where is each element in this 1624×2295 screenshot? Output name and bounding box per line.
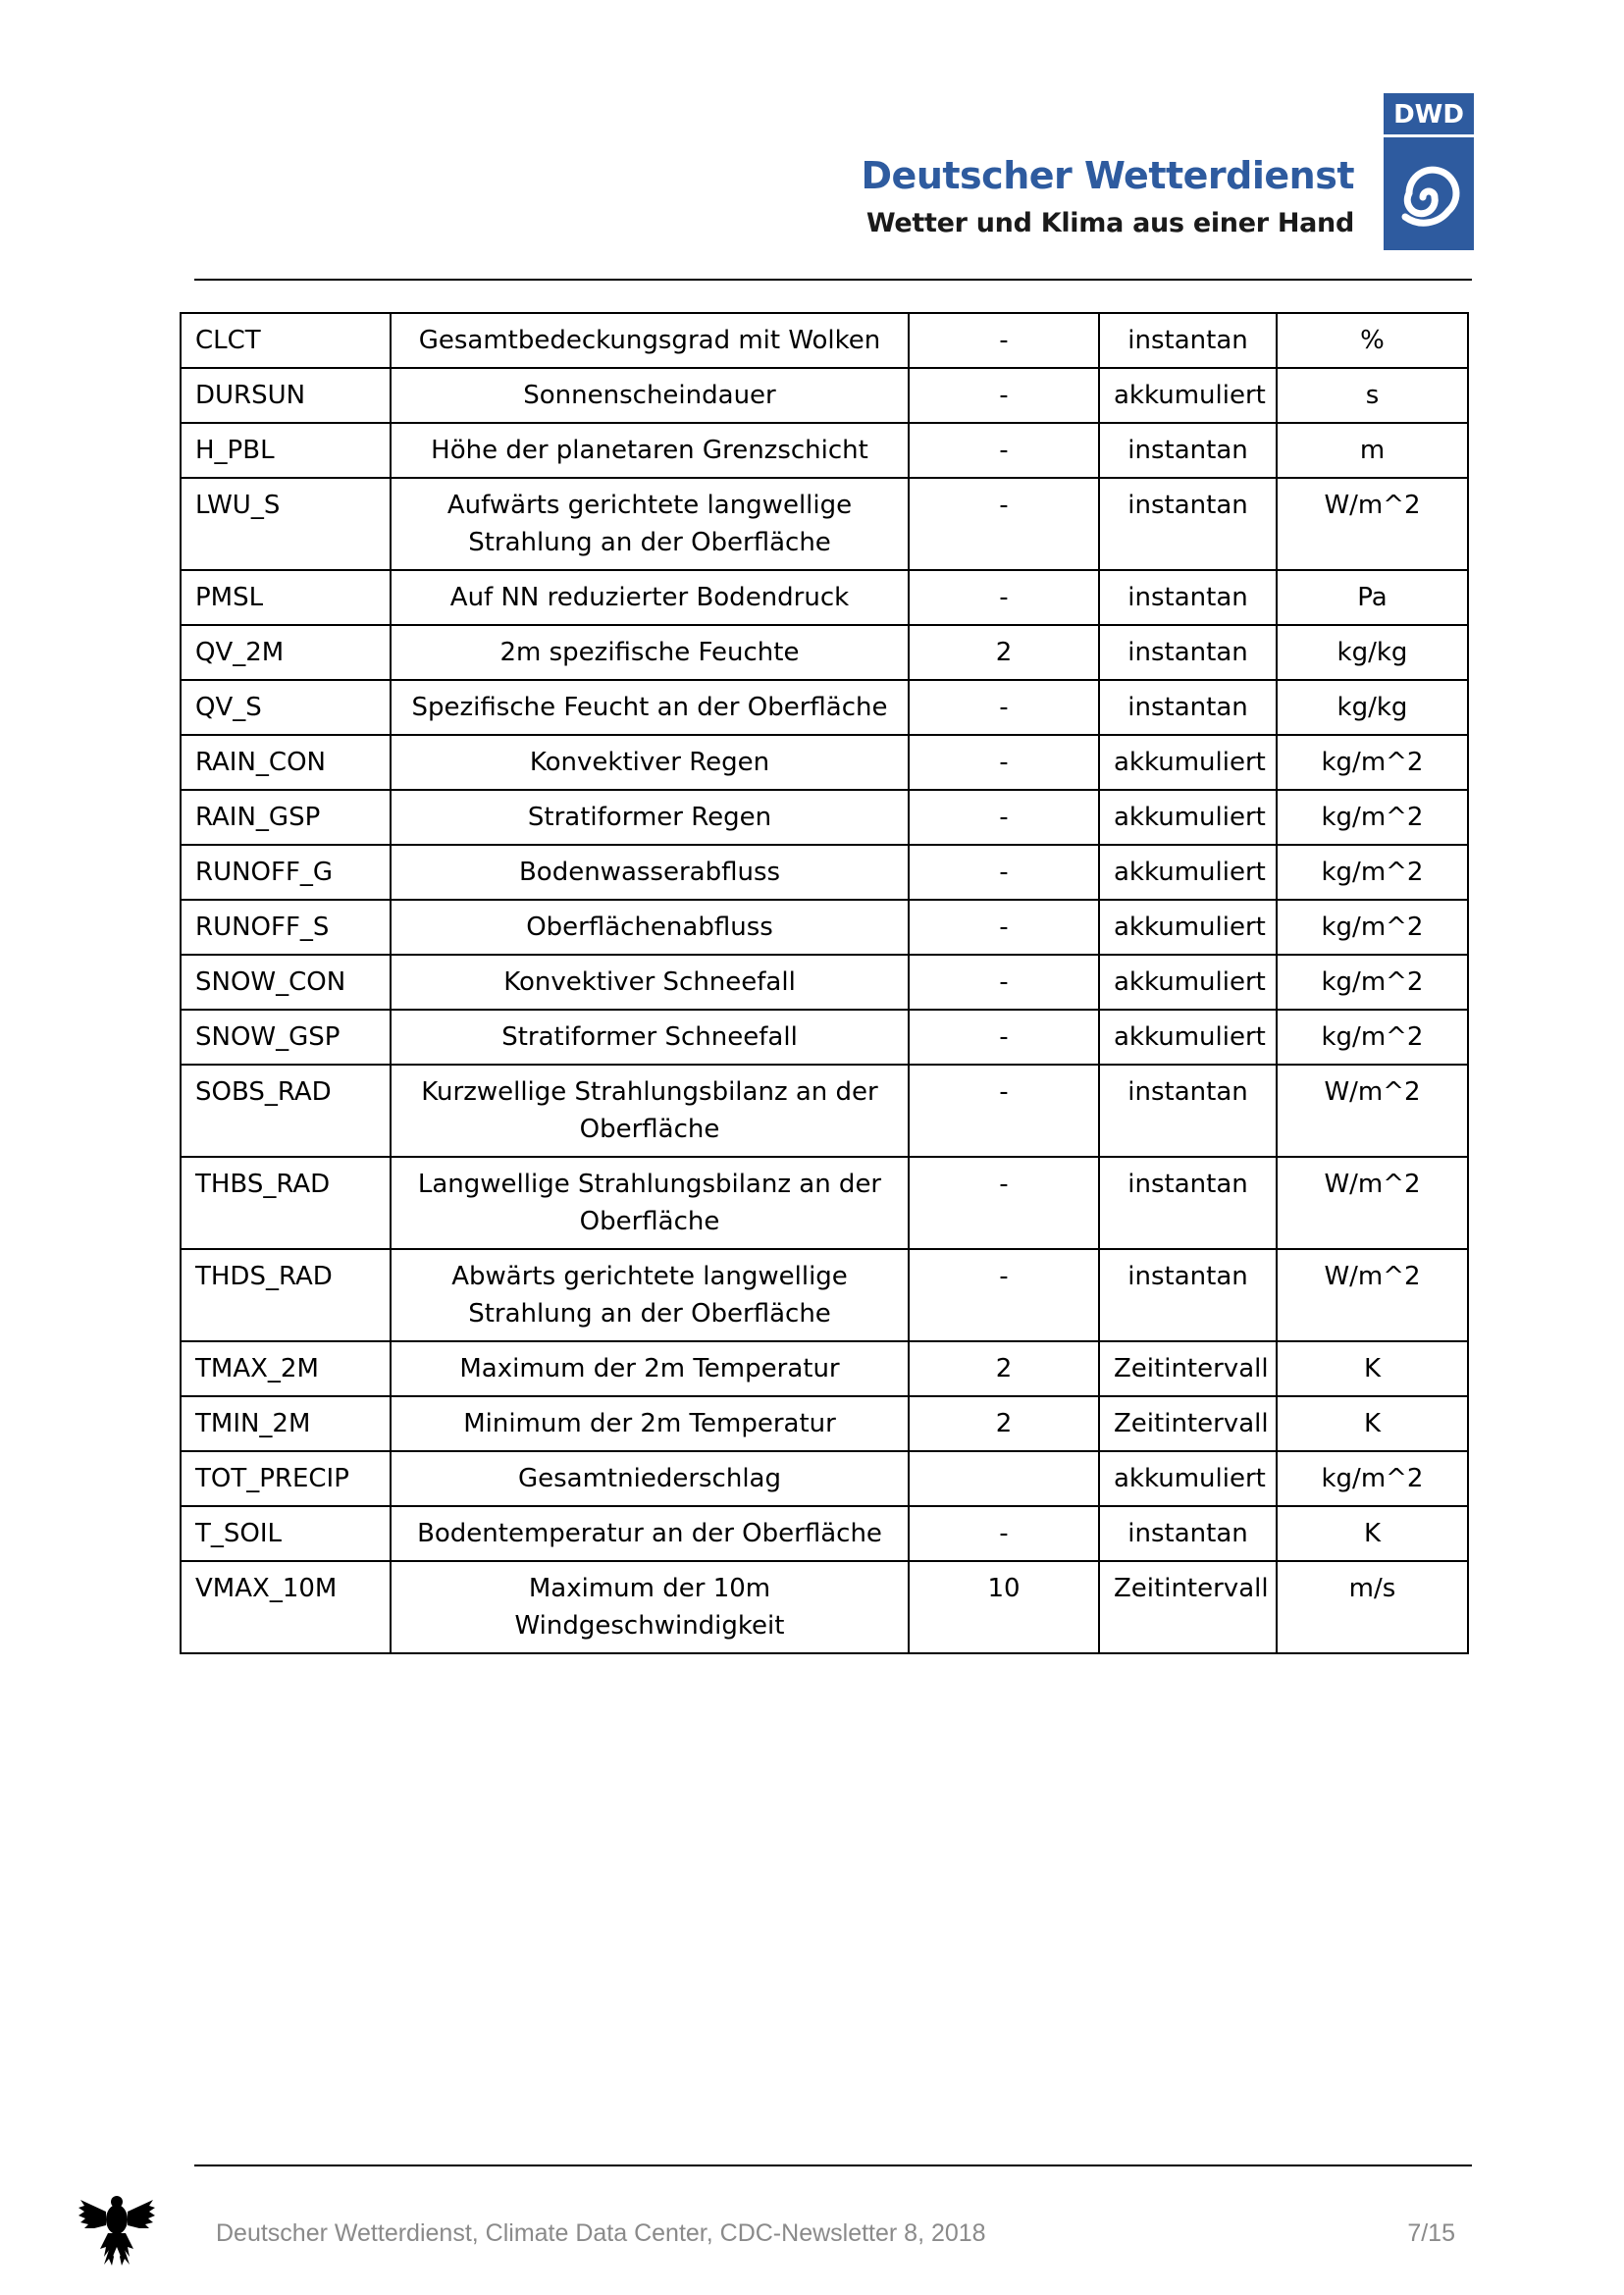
type-cell: akkumuliert [1099,955,1277,1010]
table-row [181,368,1468,423]
description-cell [391,1341,909,1396]
type-cell: instantan [1099,680,1277,735]
unit-cell: W/m^2 [1277,1249,1468,1341]
unit-cell: K [1277,1341,1468,1396]
type-cell: akkumuliert [1099,368,1277,423]
table-row [181,625,1468,680]
description-cell [391,368,909,423]
variable-name-cell: TMAX_2M [181,1341,391,1396]
variable-name-cell: TOT_PRECIP [181,1451,391,1506]
type-cell: instantan [1099,570,1277,625]
description-line: Oberfläche [579,1207,720,1236]
description-line: Bodentemperatur an der Oberfläche [417,1519,882,1548]
variable-name-cell: H_PBL [181,423,391,478]
table-row [181,1451,1468,1506]
description-cell [391,1561,909,1653]
type-cell: akkumuliert [1099,845,1277,900]
table-row [181,313,1468,368]
variable-name-cell: THDS_RAD [181,1249,391,1341]
table-row [181,845,1468,900]
level-cell: - [909,1157,1099,1249]
level-cell: 2 [909,625,1099,680]
unit-cell: kg/m^2 [1277,735,1468,790]
level-cell: - [909,955,1099,1010]
table-row [181,1561,1468,1653]
description-line: Minimum der 2m Temperatur [463,1409,836,1438]
table-row [181,955,1468,1010]
level-cell: 10 [909,1561,1099,1653]
page-number: 7/15 [1407,2219,1455,2247]
variable-name-cell: RUNOFF_S [181,900,391,955]
table-row [181,1396,1468,1451]
variable-name-cell: THBS_RAD [181,1157,391,1249]
type-cell: instantan [1099,1249,1277,1341]
level-cell: - [909,900,1099,955]
unit-cell: kg/m^2 [1277,900,1468,955]
table-row [181,735,1468,790]
description-line: Gesamtniederschlag [517,1464,781,1493]
table-row [181,1010,1468,1065]
unit-cell: W/m^2 [1277,1065,1468,1157]
unit-cell: K [1277,1506,1468,1561]
level-cell: - [909,423,1099,478]
unit-cell: K [1277,1396,1468,1451]
description-cell [391,1396,909,1451]
description-cell [391,735,909,790]
level-cell: 2 [909,1341,1099,1396]
unit-cell: % [1277,313,1468,368]
description-line: Aufwärts gerichtete langwellige [446,491,853,520]
variables-table [180,312,1469,1654]
description-cell [391,423,909,478]
description-line: Stratiformer Regen [527,803,772,832]
description-cell [391,900,909,955]
variable-name-cell: VMAX_10M [181,1561,391,1653]
description-cell [391,790,909,845]
level-cell: - [909,1010,1099,1065]
description-line: Strahlung an der Oberfläche [468,528,831,557]
type-cell: akkumuliert [1099,1010,1277,1065]
variable-name-cell: T_SOIL [181,1506,391,1561]
level-cell: 2 [909,1396,1099,1451]
description-cell [391,570,909,625]
type-cell: instantan [1099,1506,1277,1561]
level-cell: - [909,735,1099,790]
table-row [181,1065,1468,1157]
description-cell [391,680,909,735]
level-cell: - [909,570,1099,625]
description-cell [391,1010,909,1065]
variable-name-cell: QV_S [181,680,391,735]
description-line: Sonnenscheindauer [523,381,776,410]
type-cell: instantan [1099,625,1277,680]
variable-name-cell: RAIN_CON [181,735,391,790]
unit-cell: kg/kg [1277,680,1468,735]
variable-name-cell: LWU_S [181,478,391,570]
header-brand [861,93,1472,255]
level-cell: - [909,1065,1099,1157]
variable-name-cell: SNOW_CON [181,955,391,1010]
description-line: Abwärts gerichtete langwellige [451,1262,848,1291]
variable-name-cell: QV_2M [181,625,391,680]
type-cell: instantan [1099,478,1277,570]
table-row [181,1249,1468,1341]
type-cell: instantan [1099,423,1277,478]
type-cell: instantan [1099,1157,1277,1249]
dwd-logo [1384,93,1474,250]
description-line: Windgeschwindigkeit [514,1611,785,1641]
variable-name-cell: SOBS_RAD [181,1065,391,1157]
level-cell: - [909,368,1099,423]
unit-cell: kg/m^2 [1277,955,1468,1010]
unit-cell: kg/kg [1277,625,1468,680]
table-row [181,900,1468,955]
unit-cell: kg/m^2 [1277,790,1468,845]
description-line: Gesamtbedeckungsgrad mit Wolken [418,326,881,355]
table-row [181,423,1468,478]
description-cell [391,955,909,1010]
description-cell [391,625,909,680]
variable-name-cell: SNOW_GSP [181,1010,391,1065]
description-line: Höhe der planetaren Grenzschicht [431,436,868,465]
description-cell [391,1065,909,1157]
description-cell [391,313,909,368]
type-cell: akkumuliert [1099,1451,1277,1506]
description-line: Auf NN reduzierter Bodendruck [449,583,850,612]
description-cell [391,1249,909,1341]
type-cell: instantan [1099,313,1277,368]
level-cell: - [909,845,1099,900]
description-line: Oberfläche [579,1115,720,1144]
unit-cell: W/m^2 [1277,1157,1468,1249]
unit-cell: kg/m^2 [1277,845,1468,900]
type-cell: Zeitintervall [1099,1561,1277,1653]
type-cell: Zeitintervall [1099,1341,1277,1396]
description-cell [391,1157,909,1249]
unit-cell: kg/m^2 [1277,1010,1468,1065]
description-line: Oberflächenabfluss [526,913,773,942]
variable-name-cell: RUNOFF_G [181,845,391,900]
description-line: Bodenwasserabfluss [518,858,781,887]
table-row [181,1341,1468,1396]
unit-cell: s [1277,368,1468,423]
description-line: Langwellige Strahlungsbilanz an der [417,1170,882,1199]
level-cell: - [909,313,1099,368]
table-row [181,570,1468,625]
table-row [181,790,1468,845]
description-line: Konvektiver Schneefall [503,967,796,997]
footer-text: Deutscher Wetterdienst, Climate Data Center, CDC-Newsletter 8, 2018 [216,2219,986,2247]
level-cell: - [909,1249,1099,1341]
table-row [181,1157,1468,1249]
description-line: Spezifische Feucht an der Oberfläche [411,693,888,722]
variable-name-cell: TMIN_2M [181,1396,391,1451]
brand-title: Deutscher Wetterdienst [861,154,1354,197]
variable-name-cell: PMSL [181,570,391,625]
description-line: Stratiformer Schneefall [501,1022,798,1052]
type-cell: akkumuliert [1099,790,1277,845]
footer-rule [194,2165,1472,2166]
table-row [181,478,1468,570]
description-line: 2m spezifische Feuchte [499,638,800,667]
type-cell: akkumuliert [1099,735,1277,790]
header-rule [194,279,1472,281]
level-cell [909,1451,1099,1506]
brand-subtitle: Wetter und Klima aus einer Hand [865,208,1354,238]
description-line: Kurzwellige Strahlungsbilanz an der [421,1077,878,1107]
type-cell: instantan [1099,1065,1277,1157]
variable-name-cell: DURSUN [181,368,391,423]
level-cell: - [909,478,1099,570]
table-row [181,680,1468,735]
description-line: Konvektiver Regen [529,748,770,777]
description-cell [391,1506,909,1561]
variable-name-cell: RAIN_GSP [181,790,391,845]
description-cell [391,478,909,570]
description-line: Maximum der 10m [528,1574,771,1603]
type-cell: akkumuliert [1099,900,1277,955]
federal-eagle-icon [77,2190,157,2267]
unit-cell: kg/m^2 [1277,1451,1468,1506]
level-cell: - [909,1506,1099,1561]
description-cell [391,1451,909,1506]
unit-cell: m/s [1277,1561,1468,1653]
level-cell: - [909,790,1099,845]
description-line: Maximum der 2m Temperatur [459,1354,840,1383]
unit-cell: W/m^2 [1277,478,1468,570]
description-line: Strahlung an der Oberfläche [468,1299,831,1329]
variable-name-cell: CLCT [181,313,391,368]
dwd-logo-text: DWD [1393,100,1464,130]
type-cell: Zeitintervall [1099,1396,1277,1451]
table-row [181,1506,1468,1561]
level-cell: - [909,680,1099,735]
unit-cell: m [1277,423,1468,478]
unit-cell: Pa [1277,570,1468,625]
description-cell [391,845,909,900]
